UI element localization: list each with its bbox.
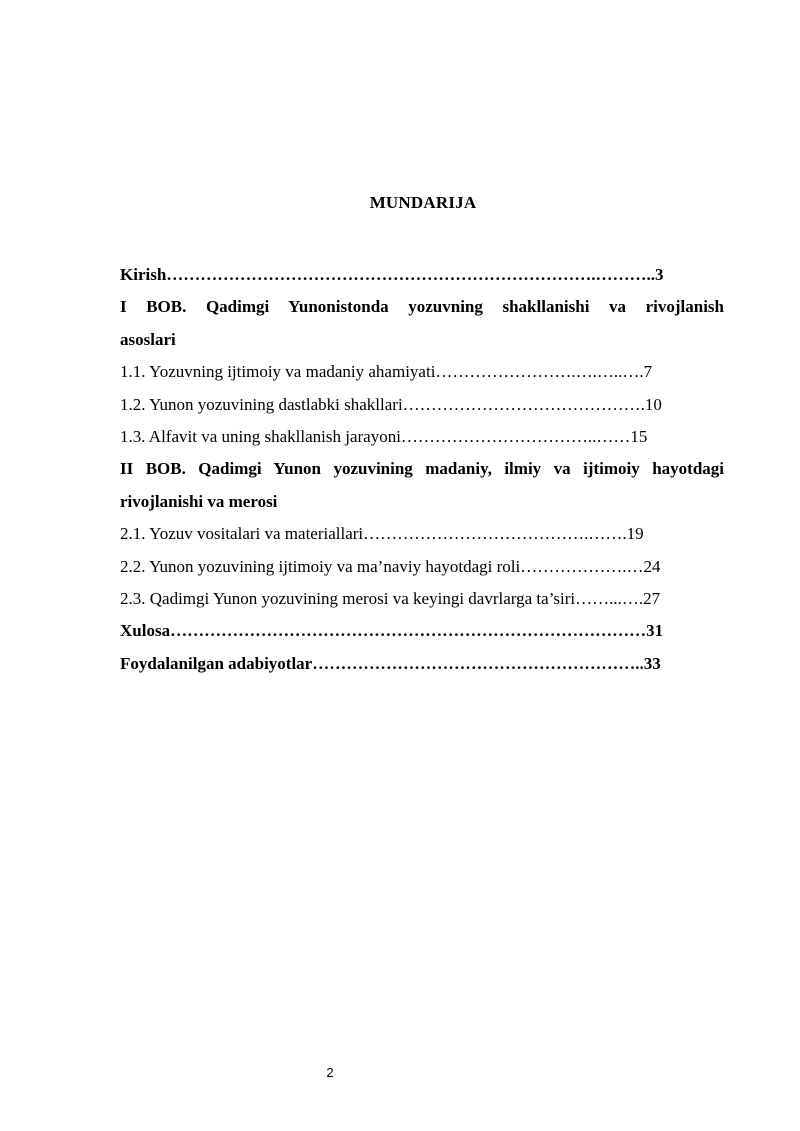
toc-entry-1-3: 1.3. Alfavit va uning shakllanish jarayoni……………………………..……15 (120, 427, 648, 447)
toc-chapter-2-title-line-1: II BOB. Qadimgi Yunon yozuvining madaniy, ilmiy va ijtimoiy hayotdagi (120, 459, 724, 479)
toc-entry-2-3: 2.3. Qadimgi Yunon yozuvining merosi va keyingi davrlarga ta’siri……...….27 (120, 589, 661, 609)
table-of-contents (120, 259, 724, 680)
toc-entry-2-2: 2.2. Yunon yozuvining ijtimoiy va ma’naviy hayotdagi roli……………….…24 (120, 556, 661, 576)
toc-chapter-2-title-line-2: rivojlanishi va merosi (120, 491, 278, 511)
toc-chapter-1-title-line-1: I BOB. Qadimgi Yunonistonda yozuvning shakllanishi va rivojlanish (120, 297, 724, 317)
toc-entry-kirish: Kirish………………………………………………………………….………..3 (120, 265, 664, 284)
toc-entry-1-1: 1.1. Yozuvning ijtimoiy va madaniy ahamiyati…………………….….…..….7 (120, 362, 653, 382)
toc-entry-adabiyotlar: Foydalanilgan adabiyotlar…………………………………………………..33 (120, 653, 661, 673)
toc-entry-xulosa: Xulosa…………………………………………………………………………31 (120, 621, 664, 641)
toc-entry-1-2: 1.2. Yunon yozuvining dastlabki shakllari…………………………………….10 (120, 394, 662, 414)
toc-chapter-1-title-line-2: asoslari (120, 329, 176, 349)
toc-entry-2-1: 2.1. Yozuv vositalari va materiallari………………………………….…….19 (120, 524, 644, 544)
page-number: 2 (326, 1065, 334, 1080)
page-title: MUNDARIJA (369, 193, 477, 212)
